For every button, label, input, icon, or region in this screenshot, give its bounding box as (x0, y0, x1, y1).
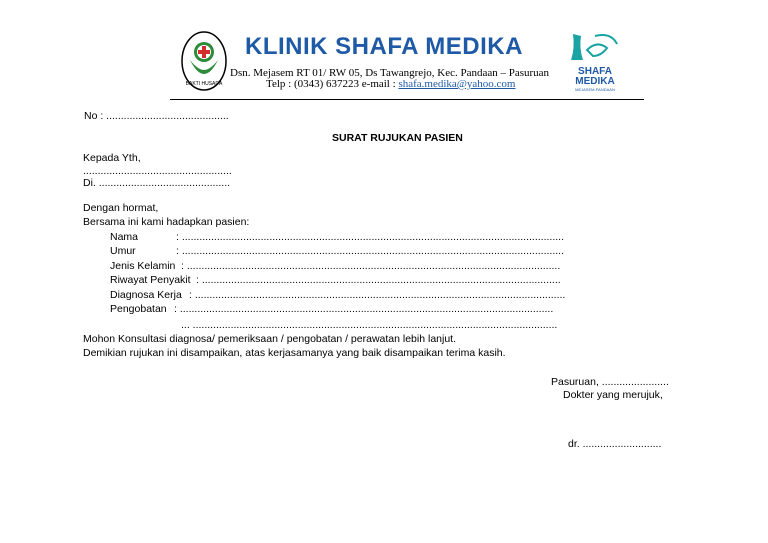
intro: Bersama ini kami hadapkan pasien: (83, 216, 250, 228)
svg-text:SHAFA: SHAFA (578, 66, 612, 77)
field-value: : ............................................................................................................................... (189, 289, 566, 301)
referrer-label: Dokter yang merujuk, (563, 389, 663, 401)
header-rule (170, 99, 644, 100)
consult-text: Mohon Konsultasi diagnosa/ pemeriksaan / pengobatan / perawatan lebih lanjut. (83, 333, 457, 345)
field-value: : ................................................................................................................................... (176, 231, 564, 243)
field-label: Pengobatan (110, 303, 167, 315)
field-label: Diagnosa Kerja (110, 289, 182, 301)
place-date: Pasuruan, ....................... (551, 376, 669, 388)
recipient-label: Kepada Yth, (83, 152, 141, 164)
field-label: Nama (110, 231, 139, 243)
recipient-line: ................................................... (83, 165, 232, 177)
shafa-medika-logo (567, 30, 623, 94)
field-value: : ........................................................................................................................... (196, 274, 561, 286)
letter-number: No : .......................................... (84, 110, 229, 122)
doctor-signature-line: dr. ........................... (568, 438, 662, 450)
field-label: Riwayat Penyakit (110, 274, 191, 286)
closing-text: Demikian rujukan ini disampaikan, atas kerjasamanya yang baik disampaikan terima kasih. (83, 347, 506, 359)
svg-text:MEJASEM-PANDAAN: MEJASEM-PANDAAN (575, 87, 615, 92)
field-value: : ................................................................................................................................ (181, 260, 561, 272)
bakti-husada-logo (180, 30, 228, 92)
clinic-contact (266, 78, 515, 90)
recipient-location: Di. ............................................. (83, 177, 231, 189)
field-value: : ................................................................................................................................... (176, 245, 564, 257)
clinic-name: KLINIK SHAFA MEDIKA (245, 33, 523, 60)
field-label: Jenis Kelamin (110, 260, 176, 272)
greeting: Dengan hormat, (83, 202, 159, 214)
svg-text:MEDIKA: MEDIKA (575, 76, 615, 87)
field-label: Umur (110, 245, 136, 257)
clinic-address: Dsn. Mejasem RT 01/ RW 05, Ds Tawangrejo, Kec. Pandaan – Pasuruan (230, 67, 550, 79)
field-continuation: ... ............................................................................................................................. (181, 319, 558, 331)
phone-text: Telp : (0343) 637223 e-mail : (266, 78, 399, 90)
field-value: : ................................................................................................................................ (174, 303, 554, 315)
svg-text:BAKTI HUSADA: BAKTI HUSADA (185, 81, 223, 87)
email-link[interactable]: shafa.medika@yahoo.com (398, 78, 516, 90)
letter-title: SURAT RUJUKAN PASIEN (332, 132, 463, 144)
